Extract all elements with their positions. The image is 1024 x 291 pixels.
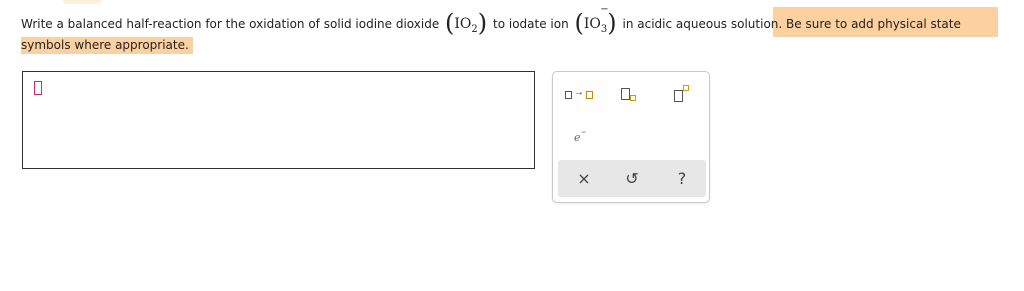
chemistry-palette [552, 71, 710, 203]
electron-charge: − [581, 127, 587, 137]
input-cursor[interactable] [34, 81, 42, 95]
superscript-icon [674, 90, 683, 102]
answer-input-box[interactable] [22, 71, 535, 169]
subscript-button[interactable] [619, 84, 643, 104]
undo-button[interactable]: ↺ [620, 168, 644, 190]
question-prompt [21, 4, 961, 38]
prompt-text-3: in acidic aqueous solution. [622, 17, 783, 31]
electron-button[interactable] [571, 127, 591, 145]
superscript-box-icon [683, 85, 689, 91]
subscript-icon [621, 88, 630, 100]
superscript-button[interactable] [671, 84, 695, 104]
reactant-formula: $(IO_2)$ [445, 9, 488, 37]
arrow-icon: → [574, 87, 584, 98]
box-icon [586, 91, 593, 99]
product-formula: ($IO_3$ − ) [574, 4, 617, 37]
box-icon [565, 91, 572, 99]
palette-action-bar [558, 160, 706, 197]
top-tab-indicator [63, 0, 101, 4]
highlight-text-2: symbols where appropriate. [21, 37, 193, 54]
help-button[interactable]: ? [670, 168, 694, 190]
subscript-box-icon [630, 95, 636, 101]
reaction-arrow-button[interactable] [563, 88, 599, 102]
prompt-text-2: to iodate ion [493, 17, 569, 31]
highlight-text-1: Be sure to add physical state [786, 17, 961, 31]
prompt-text-1: Write a balanced half-reaction for the oxidation of solid iodine dioxide [21, 17, 440, 31]
clear-button[interactable]: × [572, 168, 596, 190]
electron-icon: e [574, 131, 581, 144]
